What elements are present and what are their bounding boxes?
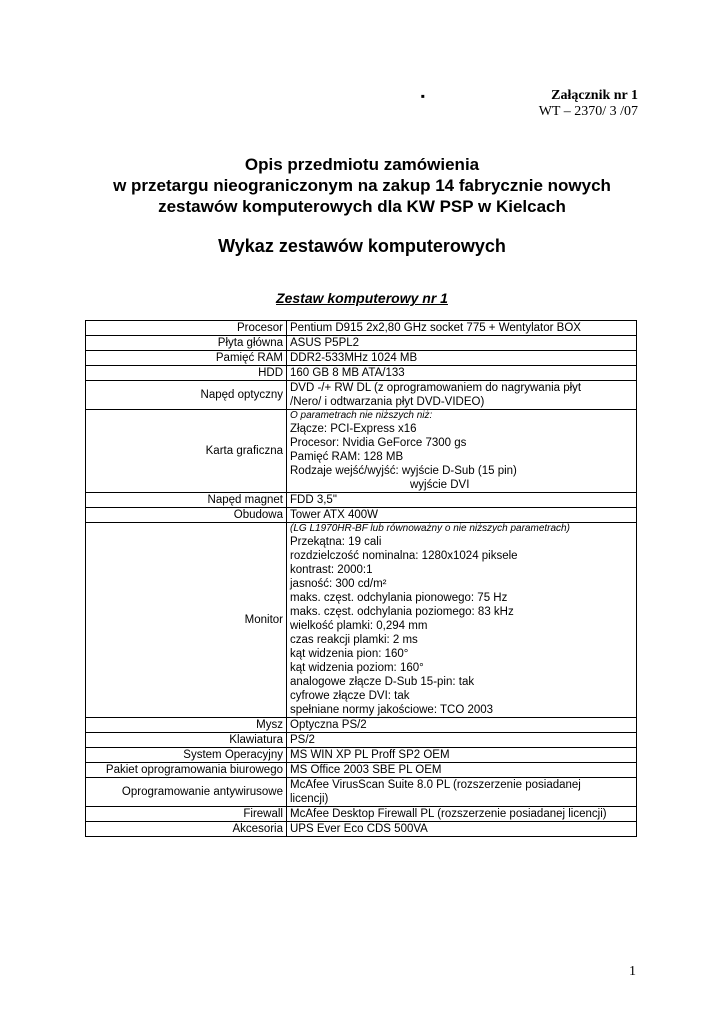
row-value: [287, 410, 637, 493]
row-label: Akcesoria: [86, 822, 287, 837]
row-label: Mysz: [86, 718, 287, 733]
row-value: FDD 3,5": [287, 493, 637, 508]
row-label: Obudowa: [86, 508, 287, 523]
row-value: ASUS P5PL2: [287, 336, 637, 351]
value-line: Procesor: Nvidia GeForce 7300 gs: [290, 437, 467, 449]
title-line-2: w przetargu nieograniczonym na zakup 14 fabrycznie nowych: [113, 176, 611, 195]
value-line: maks. częst. odchylania poziomego: 83 kHz: [290, 606, 514, 618]
attachment-header: [420, 88, 638, 120]
table-row: [86, 733, 637, 748]
table-row: [86, 381, 637, 410]
value-note: O parametrach nie niższych niż:: [290, 410, 433, 421]
bullet-icon: ▪: [420, 89, 425, 103]
title-line-1: Opis przedmiotu zamówienia: [244, 155, 480, 174]
table-row: [86, 763, 637, 778]
table-row: [86, 508, 637, 523]
table-row: [86, 523, 637, 718]
spec-table: [85, 320, 637, 837]
row-value: Pentium D915 2x2,80 GHz socket 775 + Wentylator BOX: [287, 321, 637, 336]
table-row: [86, 336, 637, 351]
row-value: [287, 523, 637, 718]
value-line: wielkość plamki: 0,294 mm: [290, 620, 428, 632]
value-line: McAfee VirusScan Suite 8.0 PL (rozszerzenie posiadanej: [290, 779, 581, 791]
row-label: Procesor: [86, 321, 287, 336]
document-title: [0, 154, 724, 217]
page-number: 1: [629, 964, 636, 979]
table-row: [86, 822, 637, 837]
row-label: Klawiatura: [86, 733, 287, 748]
row-value: MS Office 2003 SBE PL OEM: [287, 763, 637, 778]
row-value: Optyczna PS/2: [287, 718, 637, 733]
row-value: [287, 381, 637, 410]
value-line: kąt widzenia pion: 160°: [290, 648, 409, 660]
table-row: [86, 351, 637, 366]
table-row: [86, 366, 637, 381]
row-label: Monitor: [86, 523, 287, 718]
value-line: spełniane normy jakościowe: TCO 2003: [290, 704, 494, 716]
table-row: [86, 321, 637, 336]
row-label: Płyta główna: [86, 336, 287, 351]
value-line: Pamięć RAM: 128 MB: [290, 451, 404, 463]
row-value: McAfee Desktop Firewall PL (rozszerzenie posiadanej licencji): [287, 807, 637, 822]
value-line: Rodzaje wejść/wyjść: wyjście D-Sub (15 pin): [290, 465, 517, 477]
row-label: HDD: [86, 366, 287, 381]
value-line: DVD -/+ RW DL (z oprogramowaniem do nagrywania płyt: [290, 382, 582, 394]
table-row: [86, 493, 637, 508]
table-row: [86, 778, 637, 807]
value-line: wyjście DVI: [410, 479, 470, 491]
title-line-3: zestawów komputerowych dla KW PSP w Kielcach: [158, 197, 566, 216]
reference-number: WT – 2370/ 3 /07: [538, 104, 638, 119]
value-line: kąt widzenia poziom: 160°: [290, 662, 424, 674]
value-note: (LG L1970HR-BF lub równoważny o nie niższych parametrach): [290, 523, 570, 534]
row-value: [287, 778, 637, 807]
value-line: kontrast: 2000:1: [290, 564, 373, 576]
table-row: [86, 807, 637, 822]
value-line: licencji): [290, 793, 329, 805]
table-row: [86, 410, 637, 493]
table-row: [86, 748, 637, 763]
row-label: Firewall: [86, 807, 287, 822]
set-title: Zestaw komputerowy nr 1: [276, 290, 448, 306]
value-line: czas reakcji plamki: 2 ms: [290, 634, 418, 646]
row-value: 160 GB 8 MB ATA/133: [287, 366, 637, 381]
value-line: Przekątna: 19 cali: [290, 536, 382, 548]
row-label: Karta graficzna: [86, 410, 287, 493]
row-label: Pakiet oprogramowania biurowego: [86, 763, 287, 778]
row-label: Napęd magnet: [86, 493, 287, 508]
row-value: PS/2: [287, 733, 637, 748]
row-label: Pamięć RAM: [86, 351, 287, 366]
value-line: analogowe złącze D-Sub 15-pin: tak: [290, 676, 475, 688]
table-row: [86, 718, 637, 733]
row-label: System Operacyjny: [86, 748, 287, 763]
document-subtitle: Wykaz zestawów komputerowych: [218, 236, 506, 256]
row-label: Napęd optyczny: [86, 381, 287, 410]
row-value: DDR2-533MHz 1024 MB: [287, 351, 637, 366]
row-label: Oprogramowanie antywirusowe: [86, 778, 287, 807]
row-value: MS WIN XP PL Proff SP2 OEM: [287, 748, 637, 763]
value-line: maks. częst. odchylania pionowego: 75 Hz: [290, 592, 508, 604]
row-value: UPS Ever Eco CDS 500VA: [287, 822, 637, 837]
value-line: rozdzielczość nominalna: 1280x1024 piksele: [290, 550, 518, 562]
value-line: cyfrowe złącze DVI: tak: [290, 690, 410, 702]
value-line: /Nero/ i odtwarzania płyt DVD-VIDEO): [290, 396, 485, 408]
value-line: Złącze: PCI-Express x16: [290, 423, 417, 435]
attachment-label: Załącznik nr 1: [551, 88, 638, 103]
value-line: jasność: 300 cd/m²: [290, 578, 387, 590]
row-value: Tower ATX 400W: [287, 508, 637, 523]
